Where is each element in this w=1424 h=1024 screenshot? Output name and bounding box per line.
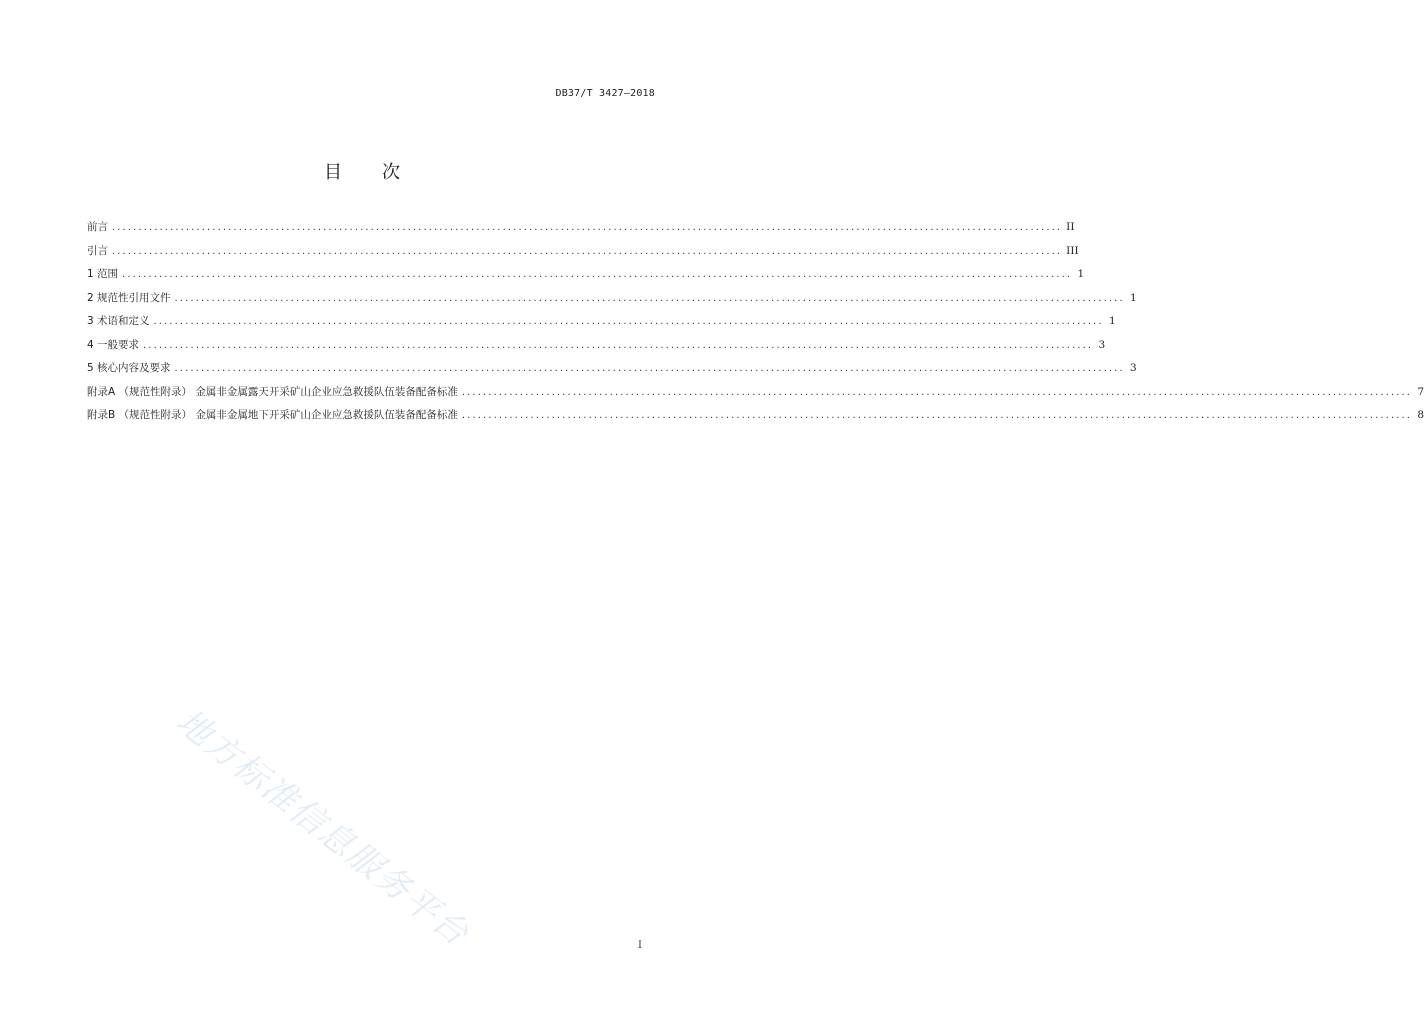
- toc-entry-label: 3 术语和定义: [87, 315, 150, 327]
- toc-title-part2: 次: [382, 162, 400, 183]
- toc-entry-label: 引言: [87, 244, 108, 257]
- toc-list: [87, 216, 1424, 428]
- toc-entry-annex-a[interactable]: [87, 381, 1424, 405]
- toc-title: [0, 158, 724, 184]
- toc-dot-leader: ....................................................................................................................................................................................: [461, 410, 1413, 421]
- toc-entry-page: 8: [1417, 409, 1424, 421]
- toc-entry-introduction[interactable]: [87, 240, 1079, 264]
- toc-title-part1: 目: [324, 162, 342, 183]
- toc-entry-label: 前言: [87, 221, 108, 233]
- toc-dot-leader: ....................................................................................................................................................................................: [461, 386, 1413, 398]
- page-number: I: [638, 940, 642, 951]
- toc-entry-label: 附录B （规范性附录） 金属非金属地下开采矿山企业应急救援队伍装备配备标准: [87, 409, 458, 421]
- toc-entry-page: 1: [1109, 315, 1116, 327]
- toc-entry-normative-references[interactable]: [87, 287, 1137, 311]
- toc-entry-general-requirements[interactable]: [87, 334, 1106, 358]
- toc-entry-label: 附录A （规范性附录） 金属非金属露天开采矿山企业应急救援队伍装备配备标准: [87, 385, 458, 398]
- toc-entry-foreword[interactable]: [87, 216, 1075, 240]
- toc-dot-leader: ....................................................................................................................................................................................: [122, 269, 1073, 280]
- toc-dot-leader: ....................................................................................................................................................................................: [174, 363, 1125, 374]
- toc-entry-scope[interactable]: [87, 263, 1085, 287]
- toc-entry-page: 1: [1077, 268, 1085, 280]
- toc-entry-core-content[interactable]: [87, 357, 1137, 381]
- toc-entry-page: 7: [1417, 385, 1424, 398]
- toc-entry-page: 3: [1130, 362, 1137, 374]
- toc-entry-label: 2 规范性引用文件: [87, 291, 171, 304]
- toc-entry-page: 3: [1098, 338, 1106, 351]
- platform-watermark: 地方标准信息服务平台: [168, 701, 477, 955]
- toc-entry-label: 1 范围: [87, 268, 119, 280]
- toc-entry-label: 4 一般要求: [87, 338, 140, 351]
- toc-dot-leader: ....................................................................................................................................................................................: [174, 292, 1125, 304]
- toc-entry-label: 5 核心内容及要求: [87, 362, 171, 374]
- toc-dot-leader: ....................................................................................................................................................................................: [112, 245, 1063, 257]
- toc-entry-annex-b[interactable]: [87, 404, 1424, 428]
- standard-code: DB37/T 3427—2018: [555, 88, 655, 99]
- toc-entry-terms-definitions[interactable]: [87, 310, 1116, 334]
- toc-dot-leader: ....................................................................................................................................................................................: [112, 222, 1063, 233]
- toc-entry-page: III: [1066, 244, 1079, 257]
- toc-entry-page: II: [1066, 221, 1075, 233]
- toc-entry-page: 1: [1130, 291, 1137, 304]
- toc-dot-leader: ....................................................................................................................................................................................: [153, 316, 1104, 327]
- toc-dot-leader: ....................................................................................................................................................................................: [143, 339, 1094, 351]
